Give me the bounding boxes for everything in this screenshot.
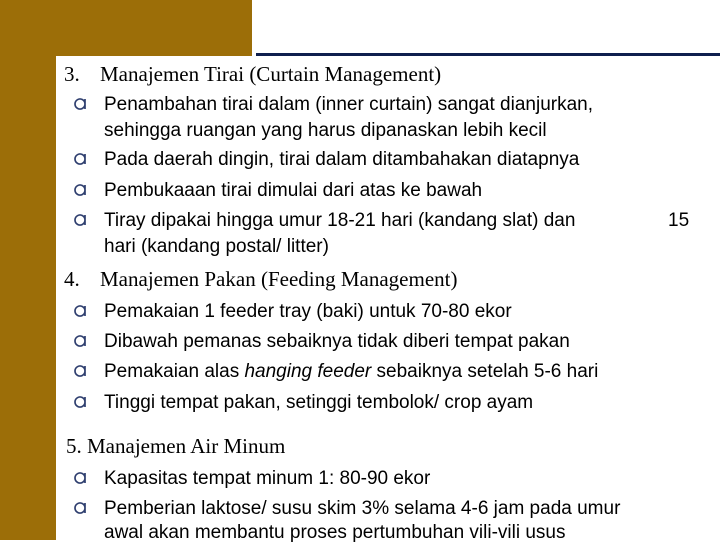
list-item-text: Pemakaian 1 feeder tray (baki) untuk 70-80 ekor xyxy=(104,301,512,322)
section-3-title: Manajemen Tirai (Curtain Management) xyxy=(100,62,442,86)
left-sidebar-band xyxy=(0,0,56,540)
list-item-text-emphasis: hanging feeder xyxy=(244,361,372,382)
letter-a-bullet-icon xyxy=(70,468,90,488)
letter-a-bullet-icon xyxy=(70,392,90,412)
list-item-text: Pada daerah dingin, tirai dalam ditambahakan diatapnya xyxy=(104,149,580,170)
list-item-text-continued: awal akan membantu proses pertumbuhan vili-vili usus xyxy=(104,522,566,543)
list-item-text: Tinggi tempat pakan, setinggi tembolok/ crop ayam xyxy=(104,392,534,413)
letter-a-bullet-icon xyxy=(70,94,90,114)
list-item-text xyxy=(104,359,598,384)
section-4-number: 4. xyxy=(64,267,80,291)
section-5-number: 5. xyxy=(66,434,82,458)
letter-a-bullet-icon xyxy=(70,180,90,200)
section-3-number: 3. xyxy=(64,62,80,86)
list-item-text: Tiray dipakai hingga umur 18-21 hari (kandang slat) dan xyxy=(104,210,576,231)
list-item-text: Pemberian laktose/ susu skim 3% selama 4-6 jam pada umur xyxy=(104,498,621,519)
letter-a-bullet-icon xyxy=(70,361,90,381)
section-4-heading xyxy=(64,267,457,292)
list-item-text: Penambahan tirai dalam (inner curtain) sangat dianjurkan, xyxy=(104,94,593,115)
top-left-block xyxy=(0,0,252,56)
letter-a-bullet-icon xyxy=(70,210,90,230)
list-item-text-continued: sehingga ruangan yang harus dipanaskan lebih kecil xyxy=(104,120,547,141)
section-5-heading xyxy=(66,434,285,459)
section-5-title: Manajemen Air Minum xyxy=(87,434,286,458)
list-item-text-part: sebaiknya setelah 5-6 hari xyxy=(371,361,599,382)
letter-a-bullet-icon xyxy=(70,331,90,351)
section-3-heading xyxy=(64,62,441,87)
list-item-text: Dibawah pemanas sebaiknya tidak diberi tempat pakan xyxy=(104,331,570,352)
list-item-text-tail: 15 xyxy=(668,210,690,231)
list-item-text: Kapasitas tempat minum 1: 80-90 ekor xyxy=(104,468,431,489)
list-item-text-part: Pemakaian alas xyxy=(104,361,245,382)
list-item-text: Pembukaaan tirai dimulai dari atas ke bawah xyxy=(104,180,483,201)
letter-a-bullet-icon xyxy=(70,301,90,321)
list-item-text-continued: hari (kandang postal/ litter) xyxy=(104,236,329,257)
section-4-title: Manajemen Pakan (Feeding Management) xyxy=(100,267,458,291)
letter-a-bullet-icon xyxy=(70,149,90,169)
letter-a-bullet-icon xyxy=(70,498,90,518)
